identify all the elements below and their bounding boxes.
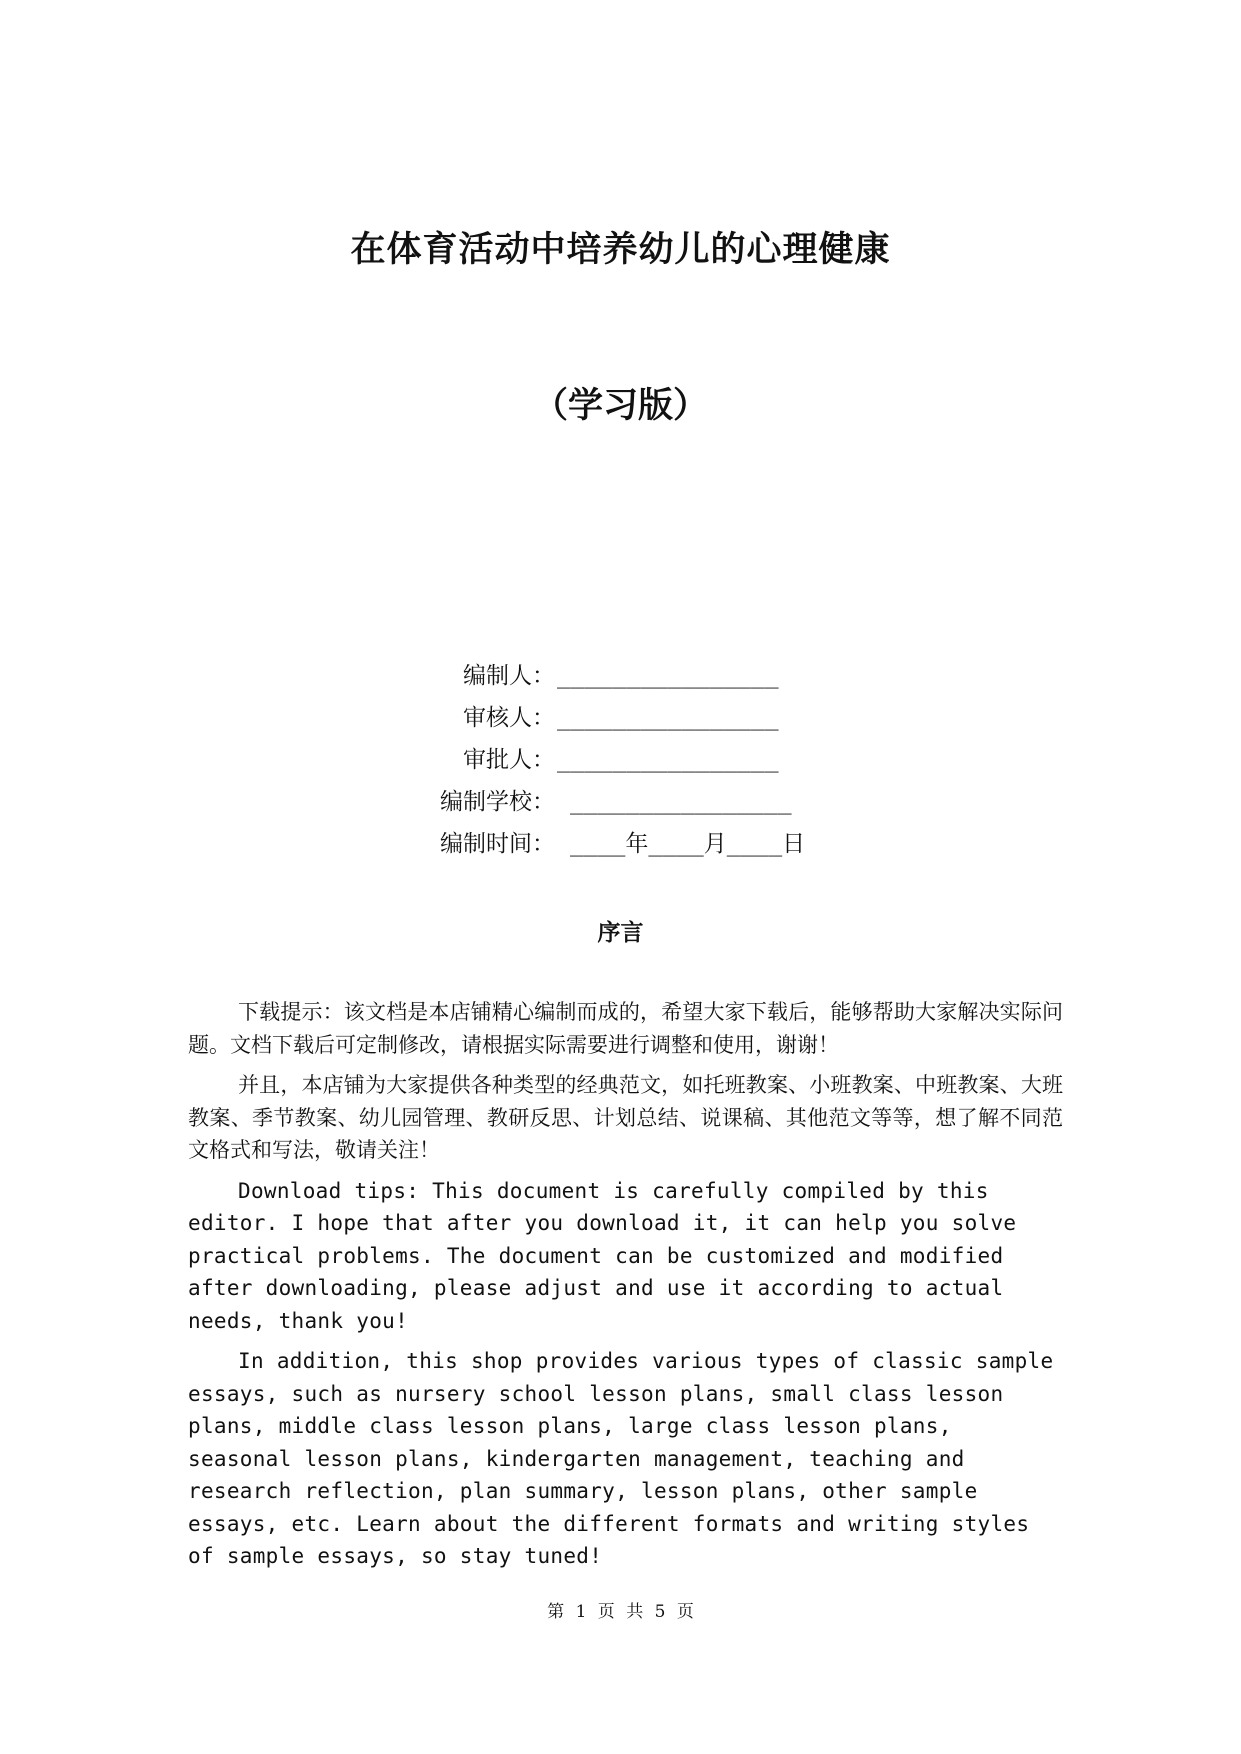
meta-row-reviewer	[0, 697, 1241, 739]
page-footer: 第 1 页 共 5 页	[547, 1602, 694, 1622]
paragraph-shop-info-en: In addition, this shop provides various types of classic sample essays, such as nursery school lesson plans, small class lesson plans, middle class lesson plans, large class lesson plans, seasonal lesson plans, kindergarten management, teaching and research reflection, plan summary, lesson plans, other sample essays, etc. Learn about the different formats and writing styles of sample essays, so stay tuned!	[188, 1349, 1054, 1568]
preface-heading: 序言	[597, 920, 644, 946]
meta-row-approver	[0, 739, 1241, 781]
meta-value-blank: ________________	[557, 663, 779, 689]
meta-row-school	[0, 781, 1241, 823]
meta-label: 审批人：	[463, 747, 555, 773]
meta-label: 编制人：	[463, 663, 555, 689]
document-title: 在体育活动中培养幼儿的心理健康	[350, 230, 891, 270]
meta-value-blank: ________________	[557, 747, 779, 773]
paragraph-download-tips-en: Download tips: This document is carefully compiled by this editor. I hope that after you download it, it can help you solve practical problems. The document can be customized and modified after downloading, please adjust and use it according to actual needs, thank you!	[188, 1178, 1017, 1333]
meta-value-date: ____年____月____日	[570, 831, 806, 857]
paragraph-shop-info-zh: 并且，本店铺为大家提供各种类型的经典范文，如托班教案、小班教案、中班教案、大班教案、季节教案、幼儿园管理、教研反思、计划总结、说课稿、其他范文等等，想了解不同范文格式和写法，敬请关注！	[188, 1073, 1063, 1162]
meta-label: 编制时间：	[440, 831, 555, 857]
meta-label: 编制学校：	[440, 789, 555, 815]
meta-label: 审核人：	[463, 705, 555, 731]
preface-body	[188, 996, 1063, 1581]
meta-value-blank: ________________	[557, 705, 779, 731]
paragraph-download-tips-zh: 下载提示：该文档是本店铺精心编制而成的，希望大家下载后，能够帮助大家解决实际问题。文档下载后可定制修改，请根据实际需要进行调整和使用，谢谢！	[188, 1000, 1063, 1057]
meta-value-blank: ________________	[570, 789, 792, 815]
meta-row-compiler	[0, 655, 1241, 697]
meta-row-date	[0, 823, 1241, 865]
meta-fields	[0, 655, 1241, 865]
document-subtitle: （学习版）	[532, 386, 708, 426]
